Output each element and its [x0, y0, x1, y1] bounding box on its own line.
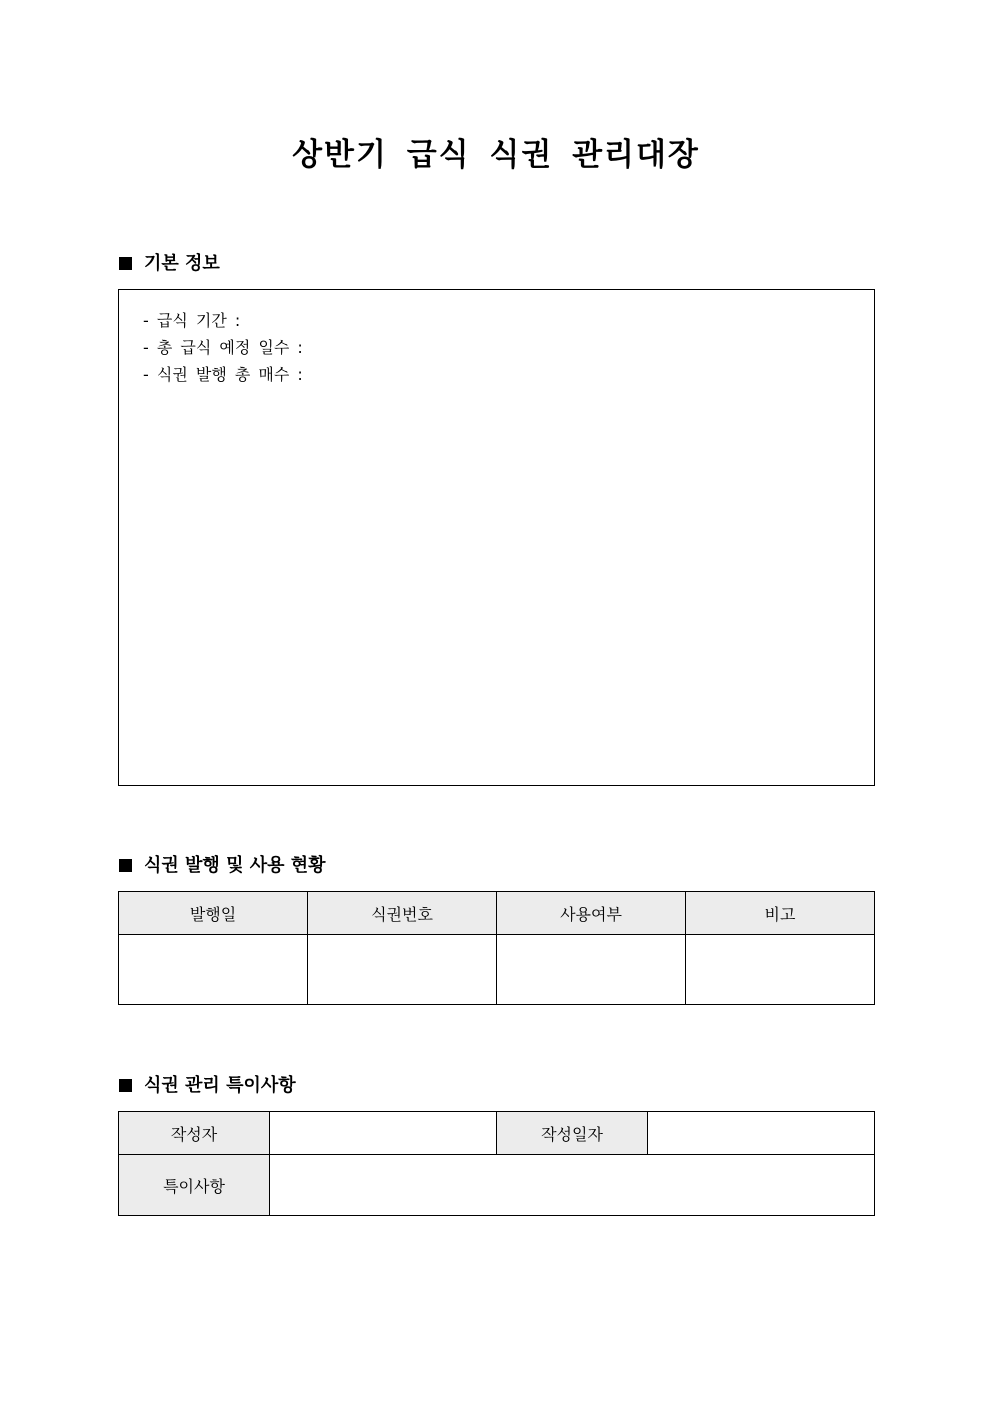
issuance-table: [118, 891, 875, 1005]
section-heading-label: 식권 발행 및 사용 현황: [144, 855, 326, 876]
author-label: 작성자: [119, 1112, 270, 1155]
info-item-total-tickets: - 식권 발행 총 매수 :: [143, 365, 303, 384]
basic-info-list: [119, 290, 874, 388]
page-title: 상반기 급식 식권 관리대장: [292, 137, 700, 173]
cell-ticket-number[interactable]: [308, 935, 497, 1005]
square-bullet-icon: [119, 859, 132, 872]
remarks-label: 특이사항: [119, 1155, 270, 1216]
cell-remarks[interactable]: [686, 935, 875, 1005]
remarks-row: [119, 1155, 875, 1216]
author-value-cell[interactable]: [270, 1112, 497, 1155]
cell-issue-date[interactable]: [119, 935, 308, 1005]
section-heading-notes: [119, 1074, 296, 1098]
square-bullet-icon: [119, 257, 132, 270]
info-item-meal-period: - 급식 기간 :: [143, 311, 241, 330]
table-row: [119, 935, 875, 1005]
square-bullet-icon: [119, 1079, 132, 1092]
cell-usage-status[interactable]: [497, 935, 686, 1005]
notes-table: [118, 1111, 875, 1216]
column-header-remarks: 비고: [686, 892, 875, 935]
basic-info-box: [118, 289, 875, 786]
section-heading-basic-info: [119, 252, 220, 276]
section-heading-label: 기본 정보: [144, 253, 220, 274]
date-value-cell[interactable]: [648, 1112, 875, 1155]
remarks-value-cell[interactable]: [270, 1155, 875, 1216]
info-item-total-days: - 총 급식 예정 일수 :: [143, 338, 303, 357]
column-header-usage-status: 사용여부: [497, 892, 686, 935]
section-heading-label: 식권 관리 특이사항: [144, 1075, 296, 1096]
table-header-row: [119, 892, 875, 935]
author-row: [119, 1112, 875, 1155]
column-header-issue-date: 발행일: [119, 892, 308, 935]
column-header-ticket-number: 식권번호: [308, 892, 497, 935]
section-heading-issuance: [119, 854, 326, 878]
date-label: 작성일자: [497, 1112, 648, 1155]
